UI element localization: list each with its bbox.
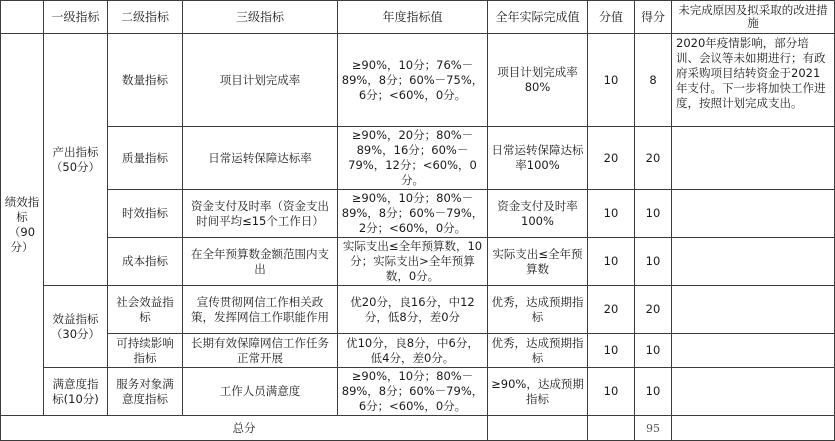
reason-empty xyxy=(672,334,835,368)
row-level2: 社会效益指标 xyxy=(108,286,183,334)
table-row xyxy=(1,286,835,334)
row-target: ≥90%，10分；76%－89%，8分；60%－75%，6分；<60%，0分。 xyxy=(338,34,488,127)
row-target: ≥90%，10分；80%－89%，8分；60%－79%，6分；<60%，0分。 xyxy=(338,368,488,416)
total-row xyxy=(1,416,835,441)
row-level3: 工作人员满意度 xyxy=(183,368,338,416)
row-level3: 日常运转保障达标率 xyxy=(183,127,338,190)
row-actual: 实际支出≤全年预算数 xyxy=(488,238,588,286)
row-value: 10 xyxy=(588,334,635,368)
row-score: 10 xyxy=(635,368,672,416)
row-value: 10 xyxy=(588,238,635,286)
row-level3: 宣传贯彻网信工作相关政策，发挥网信工作职能作用 xyxy=(183,286,338,334)
table-row xyxy=(1,34,835,127)
reason-empty xyxy=(672,238,835,286)
header-level2: 二级指标 xyxy=(108,1,183,34)
group-effect: 效益指标（30分） xyxy=(44,286,108,368)
row-level2: 服务对象满意度指标 xyxy=(108,368,183,416)
row-level2: 质量指标 xyxy=(108,127,183,190)
header-score-value: 分值 xyxy=(588,1,635,34)
row-target: ≥90%，10分；80%－89%，8分；60%－79%，2分；<60%，0分。 xyxy=(338,190,488,238)
group-output: 产出指标（50分） xyxy=(44,34,108,286)
row-actual: 日常运转保障达标率100% xyxy=(488,127,588,190)
row-level2: 可持续影响指标 xyxy=(108,334,183,368)
row-score: 10 xyxy=(635,334,672,368)
row-value: 20 xyxy=(588,286,635,334)
reason-empty xyxy=(672,368,835,416)
row-level2: 时效指标 xyxy=(108,190,183,238)
reason-empty xyxy=(672,127,835,190)
row-level3: 长期有效保障网信工作任务正常开展 xyxy=(183,334,338,368)
category-cell: 绩效指标（90分） xyxy=(1,34,44,416)
row-level2: 数量指标 xyxy=(108,34,183,127)
row-value: 10 xyxy=(588,190,635,238)
row-actual: 资金支付及时率100% xyxy=(488,190,588,238)
reason-empty xyxy=(672,286,835,334)
row-level3: 在全年预算数金额范围内支出 xyxy=(183,238,338,286)
table-row xyxy=(1,127,835,190)
total-score: 95 xyxy=(635,416,672,441)
row-target: 优10分，良8分，中6分，低4分，差0分。 xyxy=(338,334,488,368)
group-satisfaction: 满意度指标(10分) xyxy=(44,368,108,416)
header-blank xyxy=(1,1,44,34)
total-value-empty xyxy=(588,416,635,441)
header-reason: 未完成原因及拟采取的改进措施 xyxy=(672,1,835,34)
row-value: 10 xyxy=(588,368,635,416)
row-actual: 项目计划完成率80% xyxy=(488,34,588,127)
row-value: 10 xyxy=(588,34,635,127)
row-target: ≥90%，20分；80%－89%，16分；60%－79%，12分；<60%，0分。 xyxy=(338,127,488,190)
table-row xyxy=(1,334,835,368)
row-actual: 优秀，达成预期指标 xyxy=(488,286,588,334)
row-level3: 项目计划完成率 xyxy=(183,34,338,127)
row-score: 20 xyxy=(635,286,672,334)
total-actual-empty xyxy=(488,416,588,441)
row-actual: 优秀，达成预期指标 xyxy=(488,334,588,368)
row-score: 10 xyxy=(635,238,672,286)
reason-empty xyxy=(672,190,835,238)
total-label: 总分 xyxy=(1,416,488,441)
table-row xyxy=(1,190,835,238)
table-row xyxy=(1,238,835,286)
total-reason-empty xyxy=(672,416,835,441)
row-actual: ≥90%，达成预期指标 xyxy=(488,368,588,416)
row-target: 实际支出≤全年预算数，10分；实际支出>全年预算数，0分。 xyxy=(338,238,488,286)
header-annual-target: 年度指标值 xyxy=(338,1,488,34)
row-level3: 资金支付及时率（资金支出时间平均≤15个工作日） xyxy=(183,190,338,238)
row-level2: 成本指标 xyxy=(108,238,183,286)
table-row xyxy=(1,368,835,416)
row-score: 20 xyxy=(635,127,672,190)
header-actual: 全年实际完成值 xyxy=(488,1,588,34)
row-score: 10 xyxy=(635,190,672,238)
header-row xyxy=(1,1,835,34)
row-value: 20 xyxy=(588,127,635,190)
row-target: 优20分，良16分，中12分，低8分，差0分 xyxy=(338,286,488,334)
reason-note: 2020年疫情影响，部分培训、会议等未如期进行；有政府采购项目结转资金于2021年支付。下一步将加快工作进度，按照计划完成支出。 xyxy=(672,34,835,127)
row-score: 8 xyxy=(635,34,672,127)
header-level1: 一级指标 xyxy=(44,1,108,34)
header-level3: 三级指标 xyxy=(183,1,338,34)
header-score: 得分 xyxy=(635,1,672,34)
